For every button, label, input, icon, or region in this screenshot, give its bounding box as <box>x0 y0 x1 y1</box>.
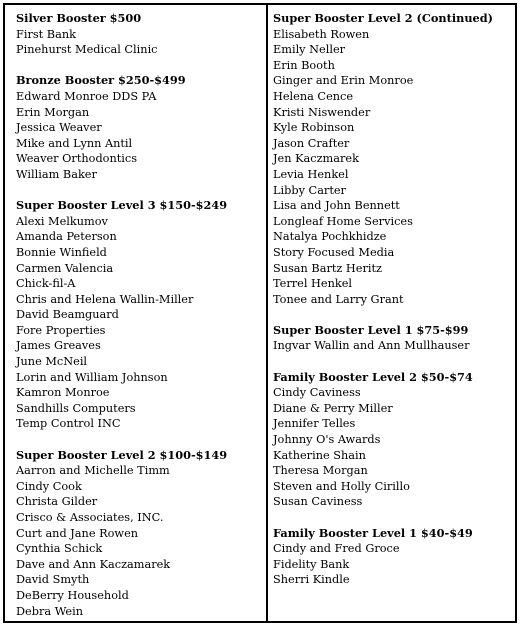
sponsor-name: Cynthia Schick <box>16 542 103 556</box>
sponsor-name: Cindy Cook <box>16 479 82 493</box>
sponsor-name: Edward Monroe DDS PA <box>16 89 157 103</box>
sponsor-name: Cindy Caviness <box>273 386 361 400</box>
sponsor-name: Helena Cence <box>273 89 354 103</box>
sponsor-group-super-booster-level-1-75-99 <box>273 323 515 354</box>
sponsor-name: Fore Properties <box>16 323 106 337</box>
sponsor-name: Chris and Helena Wallin-Miller <box>16 292 194 306</box>
sponsor-name: Sherri Kindle <box>273 573 350 587</box>
sponsor-name: Curt and Jane Rowen <box>16 526 139 540</box>
sponsor-name: Jennifer Telles <box>273 417 356 431</box>
sponsor-name: Bonnie Winfield <box>16 245 107 259</box>
sponsor-group-super-booster-level-2-100-149 <box>16 448 266 620</box>
sponsor-name: June McNeil <box>16 355 88 369</box>
group-heading: Silver Booster $500 <box>16 11 142 25</box>
sponsor-name: Kyle Robinson <box>273 121 355 135</box>
sponsor-name: Terrel Henkel <box>273 277 352 291</box>
sponsor-name: Ingvar Wallin and Ann Mullhauser <box>273 339 470 353</box>
sponsor-name: Levia Henkel <box>273 167 349 181</box>
sponsor-name: Libby Carter <box>273 183 346 197</box>
sponsor-name: Ginger and Erin Monroe <box>273 74 414 88</box>
sponsor-group-family-booster-level-2-50-74 <box>273 370 515 510</box>
sponsor-name: Sandhills Computers <box>16 401 136 415</box>
right-column <box>268 5 515 621</box>
sponsor-name: Steven and Holly Cirillo <box>273 479 410 493</box>
group-heading: Super Booster Level 2 (Continued) <box>273 11 493 25</box>
sponsor-name: Diane & Perry Miller <box>273 401 393 415</box>
sponsor-name: Aarron and Michelle Timm <box>16 464 170 478</box>
sponsor-name: James Greaves <box>16 339 101 353</box>
sponsor-name: Jen Kaczmarek <box>273 152 359 166</box>
sponsor-name: Cindy and Fred Groce <box>273 542 400 556</box>
sponsor-name: Christa Gilder <box>16 495 98 509</box>
sponsor-name: Lisa and John Bennett <box>273 199 400 213</box>
sponsor-name: Longleaf Home Services <box>273 214 413 228</box>
sponsor-name: Pinehurst Medical Clinic <box>16 43 158 57</box>
sponsor-name: Theresa Morgan <box>273 464 368 478</box>
group-heading: Super Booster Level 1 $75-$99 <box>273 322 469 337</box>
sponsor-name: Jason Crafter <box>273 136 350 150</box>
sponsor-name: Crisco & Associates, INC. <box>16 511 164 524</box>
sponsor-group-silver-booster-500 <box>16 11 266 58</box>
group-heading: Super Booster Level 2 $100-$149 <box>16 447 228 462</box>
sponsor-name: Kamron Monroe <box>16 386 110 400</box>
sponsor-name: Johnny O's Awards <box>273 433 381 447</box>
sponsor-name: Lorin and William Johnson <box>16 370 168 384</box>
sponsor-name: Tonee and Larry Grant <box>273 292 404 306</box>
sponsor-name: Story Focused Media <box>273 245 395 259</box>
sponsor-name: First Bank <box>16 27 76 41</box>
sponsor-name: Carmen Valencia <box>16 261 114 275</box>
sponsor-group-super-booster-level-3-150-249 <box>16 198 266 432</box>
sponsor-name: Dave and Ann Kaczamarek <box>16 557 171 571</box>
sponsor-name: Weaver Orthodontics <box>16 152 138 166</box>
sponsor-name: Erin Morgan <box>16 105 90 119</box>
sponsor-name: Erin Booth <box>273 58 335 72</box>
sponsor-name: Chick-fil-A <box>16 277 76 291</box>
left-column <box>5 5 268 621</box>
sponsor-name: Natalya Pochkhidze <box>273 230 387 244</box>
sponsor-group-family-booster-level-1-40-49 <box>273 526 515 588</box>
sponsor-name: Kristi Niswender <box>273 105 371 119</box>
sponsor-group-super-booster-level-2-continued <box>273 11 515 307</box>
group-heading: Super Booster Level 3 $150-$249 <box>16 198 228 213</box>
sponsor-name: Debra Wein <box>16 604 83 618</box>
sponsor-name: Alexi Melkumov <box>16 214 108 228</box>
sponsor-name: Emily Neller <box>273 43 346 57</box>
sponsor-name: David Smyth <box>16 573 90 587</box>
group-heading: Family Booster Level 1 $40-$49 <box>273 525 473 540</box>
sponsor-name: William Baker <box>16 167 97 181</box>
sponsor-name: Jessica Weaver <box>16 121 102 135</box>
sponsor-table <box>3 3 517 623</box>
sponsor-name: DeBerry Household <box>16 588 129 602</box>
sponsor-name: Fidelity Bank <box>273 557 350 571</box>
sponsor-name: Susan Caviness <box>273 495 363 509</box>
sponsor-group-bronze-booster-250-499 <box>16 73 266 182</box>
sponsor-name: Temp Control INC <box>16 417 121 431</box>
group-heading: Bronze Booster $250-$499 <box>16 73 186 88</box>
sponsor-name: Mike and Lynn Antil <box>16 136 133 150</box>
sponsor-name: Amanda Peterson <box>16 230 117 244</box>
group-heading: Family Booster Level 2 $50-$74 <box>273 369 473 384</box>
sponsor-name: Elisabeth Rowen <box>273 27 370 41</box>
sponsor-name: Katherine Shain <box>273 448 366 462</box>
sponsor-name: David Beamguard <box>16 308 119 322</box>
sponsor-name: Susan Bartz Heritz <box>273 261 382 275</box>
